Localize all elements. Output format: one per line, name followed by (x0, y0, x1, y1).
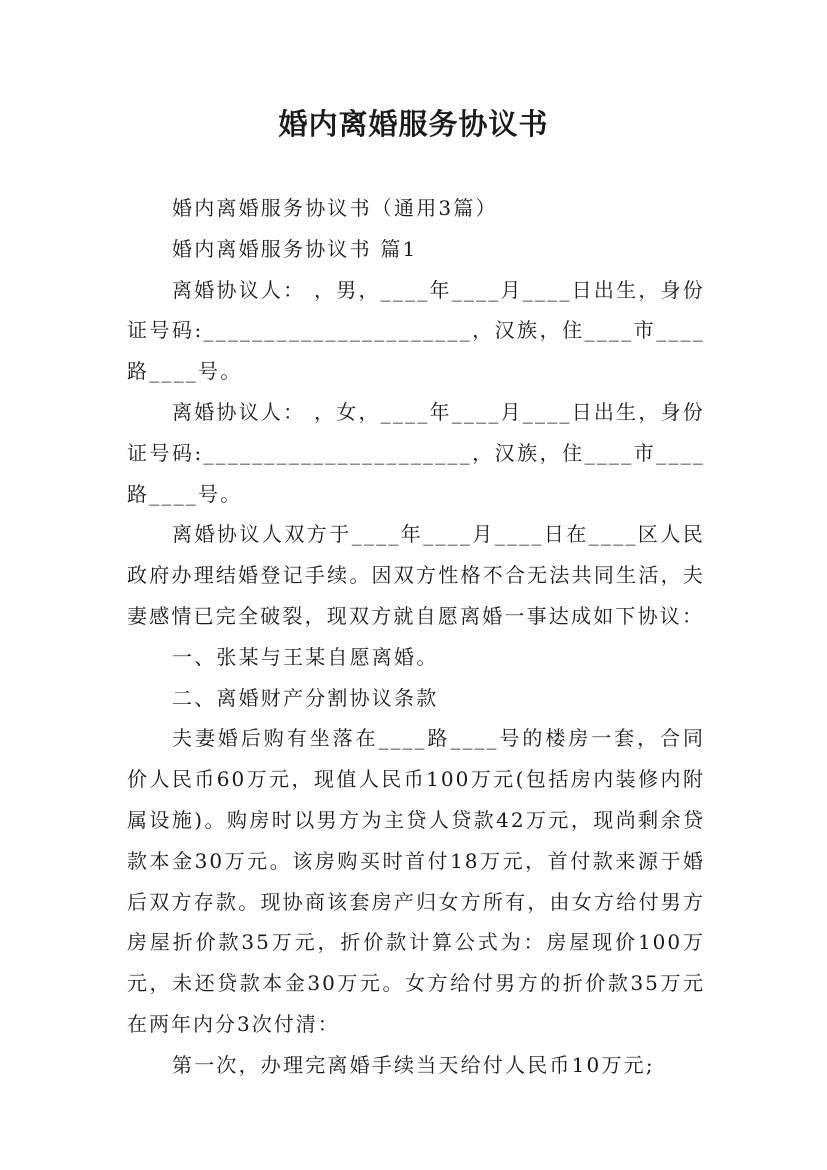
paragraph-clause-two-heading: 二、离婚财产分割协议条款 (172, 685, 439, 710)
paragraph-party-female: 离婚协议人： ，女，____年____月____日出生，身份证号码:______________________，汉族，住____市____路____号。 (127, 399, 705, 506)
paragraph-party-male: 离婚协议人： ，男，____年____月____日出生，身份证号码:______________________，汉族，住____市____路____号。 (127, 277, 705, 384)
document-title: 婚内离婚服务协议书 (278, 107, 549, 141)
paragraph-section-heading: 婚内离婚服务协议书 篇1 (172, 236, 418, 261)
paragraph-clause-one: 一、张某与王某自愿离婚。 (172, 644, 439, 669)
document-body (127, 188, 705, 1086)
paragraph-property-division: 夫妻婚后购有坐落在____路____号的楼房一套，合同价人民币60万元，现值人民币100万元(包括房内装修内附属设施)。购房时以男方为主贷人贷款42万元，现尚剩余贷款本金30万元。该房购买时首付18万元，首付款来源于婚后双方存款。现协商该套房产归女方所有，由女方给付男方房屋折价款35万元，折价款计算公式为：房屋现价100万元，未还贷款本金30万元。女方给付男方的折价款35万元在两年内分3次付清： (127, 726, 705, 1036)
paragraph-first-payment: 第一次，办理完离婚手续当天给付人民币10万元; (172, 1052, 655, 1077)
paragraph-subtitle: 婚内离婚服务协议书（通用3篇） (172, 196, 498, 220)
paragraph-marriage-registration: 离婚协议人双方于____年____月____日在____区人民政府办理结婚登记手续。因双方性格不合无法共同生活，夫妻感情已完全破裂，现双方就自愿离婚一事达成如下协议： (127, 522, 705, 628)
